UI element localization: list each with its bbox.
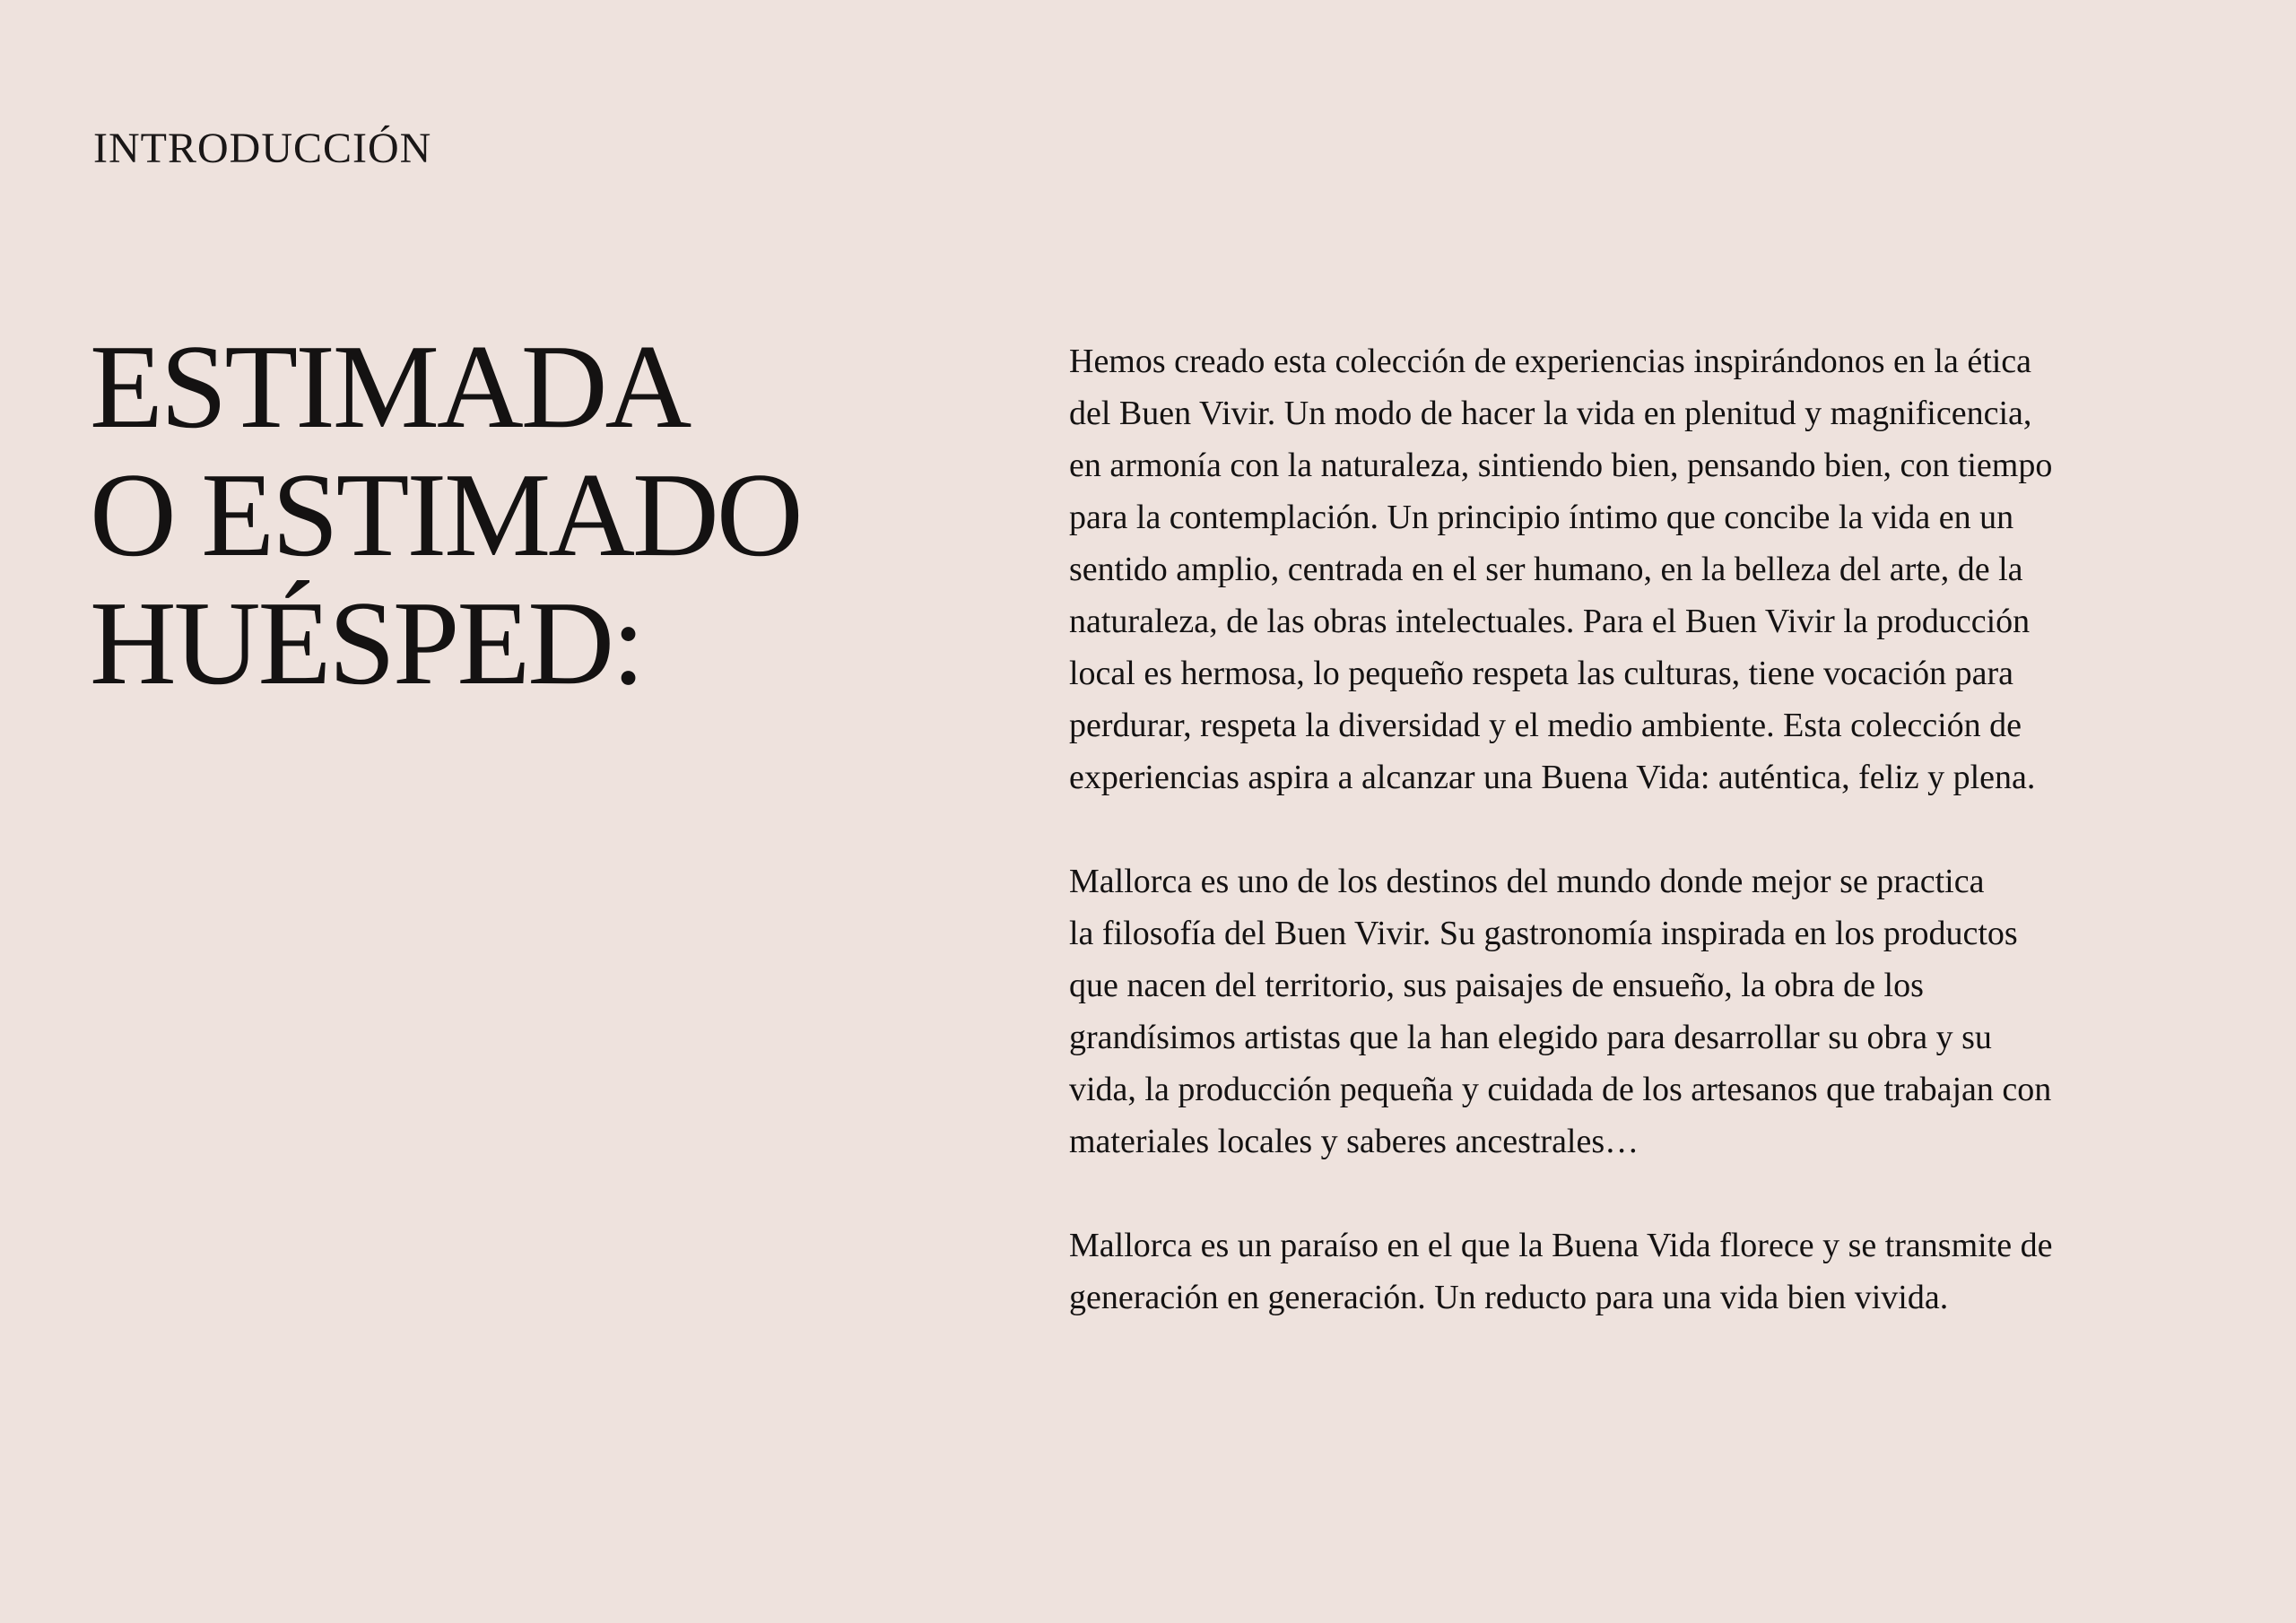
paragraph-closing: [1069, 1219, 2289, 1324]
title-line: HUÉSPED:: [90, 577, 643, 709]
paragraph-intro: [1069, 335, 2289, 803]
text-line: materiales locales y saberes ancestrales…: [1069, 1123, 1639, 1160]
text-line: que nacen del territorio, sus paisajes de ensueño, la obra de los: [1069, 967, 1924, 1004]
paragraph-mallorca: [1069, 855, 2289, 1167]
text-line: para la contemplación. Un principio íntimo que concibe la vida en un: [1069, 499, 2014, 536]
text-line: grandísimos artistas que la han elegido para desarrollar su obra y su: [1069, 1019, 1992, 1056]
text-line: generación en generación. Un reducto para una vida bien vivida.: [1069, 1279, 1949, 1316]
text-line: Mallorca es un paraíso en el que la Buena Vida florece y se transmite de: [1069, 1227, 2053, 1264]
title-line: ESTIMADA: [90, 320, 690, 453]
body-text: [1069, 335, 2289, 1376]
section-label: INTRODUCCIÓN: [93, 125, 432, 172]
text-line: perdurar, respeta la diversidad y el medio ambiente. Esta colección de: [1069, 707, 2022, 744]
text-line: Hemos creado esta colección de experiencias inspirándonos en la ética: [1069, 343, 2032, 380]
text-line: experiencias aspira a alcanzar una Buena Vida: auténtica, feliz y plena.: [1069, 759, 2036, 796]
text-line: del Buen Vivir. Un modo de hacer la vida en plenitud y magnificencia,: [1069, 395, 2032, 432]
text-line: naturaleza, de las obras intelectuales. Para el Buen Vivir la producción: [1069, 603, 2031, 640]
title-line: O ESTIMADO: [90, 448, 801, 581]
text-line: vida, la producción pequeña y cuidada de los artesanos que trabajan con: [1069, 1071, 2052, 1108]
text-line: Mallorca es uno de los destinos del mundo donde mejor se practica: [1069, 863, 1985, 900]
text-line: en armonía con la naturaleza, sintiendo bien, pensando bien, con tiempo: [1069, 447, 2053, 484]
text-line: local es hermosa, lo pequeño respeta las culturas, tiene vocación para: [1069, 655, 2014, 692]
text-line: la filosofía del Buen Vivir. Su gastronomía inspirada en los productos: [1069, 915, 2018, 952]
text-line: sentido amplio, centrada en el ser humano, en la belleza del arte, de la: [1069, 551, 2023, 588]
page-title: [90, 320, 801, 709]
